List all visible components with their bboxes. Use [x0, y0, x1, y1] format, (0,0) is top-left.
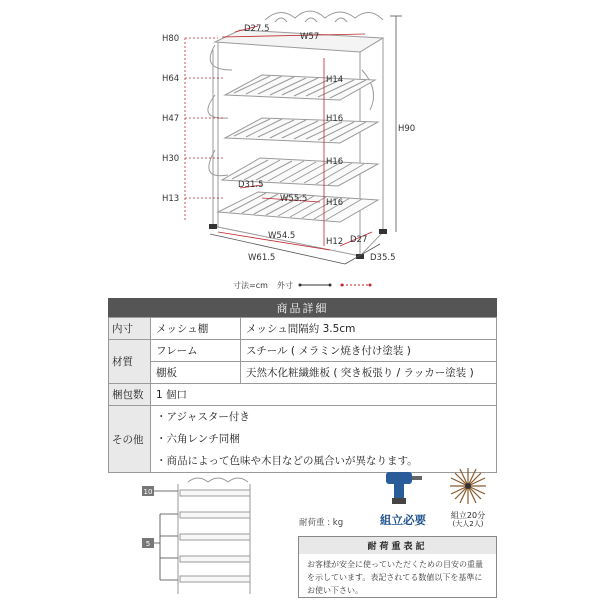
- shelf-load-value: 5: [145, 540, 151, 548]
- note-item: ・六角レンチ同梱: [156, 433, 240, 445]
- mesh-shelf: [225, 75, 375, 100]
- shelf-subheading: 棚板: [151, 362, 241, 384]
- size-value: メッシュ間隔約 3.5cm: [241, 318, 497, 340]
- dim-w55-5: W55.5: [280, 194, 308, 204]
- note-item: ・アジャスター付き: [156, 411, 250, 423]
- table-row: [109, 406, 497, 473]
- rack-illustration: [208, 11, 387, 259]
- height-guides: [185, 38, 225, 222]
- assembly-time: 組立20分: [450, 511, 486, 520]
- dim-d31-5: D31.5: [238, 180, 264, 190]
- dim-h14: H14: [326, 75, 344, 85]
- size-subheading: メッシュ棚: [151, 318, 241, 340]
- unit-label: 寸法=cm: [233, 281, 268, 290]
- drill-icon: [380, 466, 426, 506]
- dim-h90: H90: [398, 124, 416, 134]
- dim-h12: H12: [326, 237, 344, 247]
- assembly-persons: (大人2人): [452, 520, 484, 528]
- top-load-value: 10: [143, 488, 153, 496]
- dim-h16-b: H16: [326, 157, 344, 167]
- dim-d35-5: D35.5: [370, 253, 396, 263]
- spec-title: 商品詳細: [108, 298, 497, 317]
- table-row: [109, 340, 497, 362]
- note-item: ・商品によって色味や木目などの風合いが異なります。: [156, 455, 418, 467]
- load-capacity-diagram: [140, 474, 290, 600]
- dim-w57: W57: [300, 32, 320, 42]
- dim-h16-a: H16: [326, 114, 344, 124]
- assembly-required-badge: [370, 466, 436, 530]
- product-dimension-diagram: [0, 0, 600, 296]
- table-row: [109, 362, 497, 384]
- dim-d27-5: D27.5: [244, 24, 270, 34]
- frame-subheading: フレーム: [151, 340, 241, 362]
- dim-w61-5: W61.5: [248, 253, 276, 263]
- table-row: [109, 318, 497, 340]
- outer-label: 外寸: [277, 281, 293, 290]
- load-notice-text: お客様が安全に使っていただくための目安の重量を示しています。表記されてる数値以下を基準にお使い下さい。: [307, 560, 483, 595]
- mesh-shelf: [225, 118, 378, 143]
- dim-h64: H64: [162, 74, 180, 84]
- pack-value: 1 個口: [151, 384, 497, 406]
- assembly-time-badge: [440, 466, 496, 530]
- dim-d27: D27: [350, 235, 368, 245]
- dim-h16-c: H16: [326, 198, 344, 208]
- other-heading: その他: [109, 406, 151, 473]
- load-notice-title: 耐荷重表記: [299, 537, 496, 554]
- clock-burst-icon: [448, 466, 488, 506]
- pack-heading: 梱包数: [109, 384, 151, 406]
- table-row: [109, 384, 497, 406]
- material-heading: 材質: [109, 340, 151, 384]
- load-notice-box: [298, 536, 497, 598]
- dim-h47: H47: [162, 114, 180, 124]
- size-heading: 内寸: [109, 318, 151, 340]
- frame-value: スチール ( メラミン焼き付け塗装 ): [241, 340, 497, 362]
- assembly-label: 組立必要: [380, 513, 426, 527]
- other-notes: [151, 406, 497, 473]
- spec-table: [108, 317, 497, 473]
- weight-unit-label: 耐荷重 : kg: [299, 518, 344, 528]
- dim-w54-5: W54.5: [268, 231, 296, 241]
- dim-h80: H80: [162, 34, 180, 44]
- dim-h13: H13: [162, 194, 180, 204]
- shelf-value: 天然木化粧繊維板 ( 突き板張り / ラッカー塗装 ): [241, 362, 497, 384]
- dim-h30: H30: [162, 154, 180, 164]
